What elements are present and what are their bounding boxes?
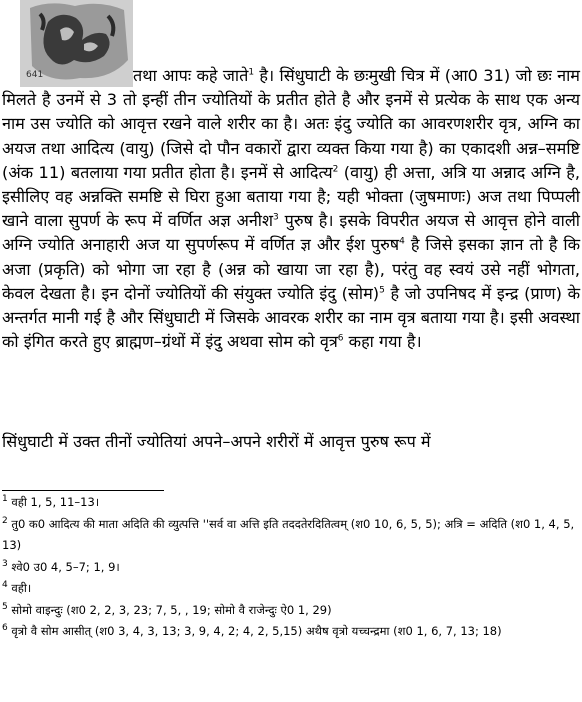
- footnote-text: वही 1, 5, 11–13।: [7, 495, 100, 509]
- footnote-text: सोमो वाइन्दुः (श0 2, 2, 3, 23; 7, 5, , 19; सोमो वै राजेन्दुः ऐ0 1, 29): [7, 602, 332, 617]
- footnote-reference: 4: [399, 237, 405, 248]
- footnote-number: 2: [2, 515, 8, 526]
- paragraph-text: (वायु) ही अत्ता, अत्रि या अन्नाद अग्नि है, इसीलिए वह अन्नक्ति समष्टि से घिरा हुआ बताया गया है; यही भोक्ता (जुषमाणः) अज तथा पिप्पली खाने वाला सुपर्ण के रूप में वर्णित अज्ञ अनीश: [2, 162, 580, 231]
- footnote-number: 5: [2, 601, 8, 612]
- footnote-number: 1: [2, 494, 8, 505]
- footnote-text: तु0 क0 आदित्य की माता अदिति की व्युत्पत्ति ''सर्व वा अत्ति इति तददतेरदितित्वम् (श0 10, 6, 5, 5); अत्रि = अदिति (श0 1, 4, 5, 13): [2, 516, 575, 552]
- footnote-reference: 3: [273, 212, 279, 223]
- footnote-item: [2, 514, 580, 557]
- paragraph-text: तथा आपः कहे जाते: [133, 66, 249, 85]
- continuation-paragraph: सिंधुघाटी में उक्त तीनों ज्योतियां अपने–अपने शरीरों में आवृत्त पुरुष रूप में: [2, 432, 431, 451]
- footnotes: [2, 492, 580, 643]
- footnote-number: 6: [2, 623, 8, 634]
- footnote-item: [2, 600, 580, 622]
- paragraph-text: पुरुष है। इसके विपरीत अयज से आवृत्त होने वाली अग्नि ज्योति अनाहारी अज या सुपर्णरूप में वर्णित ज्ञ और ईश पुरुष: [2, 211, 581, 255]
- paragraph-text: कहा गया है।: [343, 332, 422, 352]
- footnote-reference: 2: [332, 164, 339, 175]
- paragraph-text: है। सिंधुघाटी के छःमुखी चित्र में (आ0 31) जो छः नाम मिलते है उनमें से 3 तो इन्हीं तीन ज्योतियों के प्रतीत होते है और इनमें से प्रत्येक के साथ एक अन्य नाम उस ज्योति को आवृत्त रखने वाले शरीर का है। अतः इंदु ज्योति का आवरणशरीर वृत्र, अग्नि का अयज तथा आदित्य (वायु) (जिसे दो पौन वकारों द्वारा व्यक्त किया गया है) का एकादशी अन्न–समष्टि (अंक 11) बतलाया गया प्रतीत होता है। इनमें से आदित्य: [2, 66, 580, 182]
- footnote-item: [2, 492, 580, 514]
- footnote-number: 3: [2, 558, 8, 569]
- main-paragraph: [2, 64, 580, 354]
- footnote-text: श्वे0 उ0 4, 5–7; 1, 9।: [7, 559, 120, 574]
- footnote-item: [2, 557, 580, 579]
- footnote-reference: 5: [379, 285, 385, 296]
- footnote-separator: [2, 490, 164, 491]
- paragraph-text: है जो उपनिषद में इन्द्र (प्राण) के अन्तर्गत मानी गई है और सिंधुघाटी में जिसके आवरक शरीर का नाम वृत्र बताया गया है। इसी अवस्था को इंगित करते हुए ब्राह्मण–ग्रंथों में इंदु अथवा सोम को वृत्र: [2, 283, 581, 352]
- footnote-number: 4: [2, 580, 8, 591]
- seal-caption: 641: [26, 70, 44, 80]
- footnote-text: वृत्रो वै सोम आसीत् (श0 3, 4, 3, 13; 3, 9, 4, 2; 4, 2, 5,15) अथैष वृत्रो यच्चन्द्रमा (श0 1, 6, 7, 13; 18): [7, 624, 502, 638]
- paragraph-text: है जिसे इसका ज्ञान तो है कि अजा (प्रकृति) को भोगा जा रहा है (अन्न को खाया जा रहा है), परंतु वह स्वयं उसे नहीं भोगता, केवल देखता है। इन दोनों ज्योतियों की संयुक्त ज्योति इंदु (सोम): [2, 235, 581, 303]
- footnote-reference: 6: [337, 333, 344, 344]
- footnote-item: [2, 578, 580, 600]
- footnote-text: वही।: [7, 581, 32, 595]
- footnote-item: [2, 621, 580, 643]
- footnote-reference: 1: [248, 67, 255, 78]
